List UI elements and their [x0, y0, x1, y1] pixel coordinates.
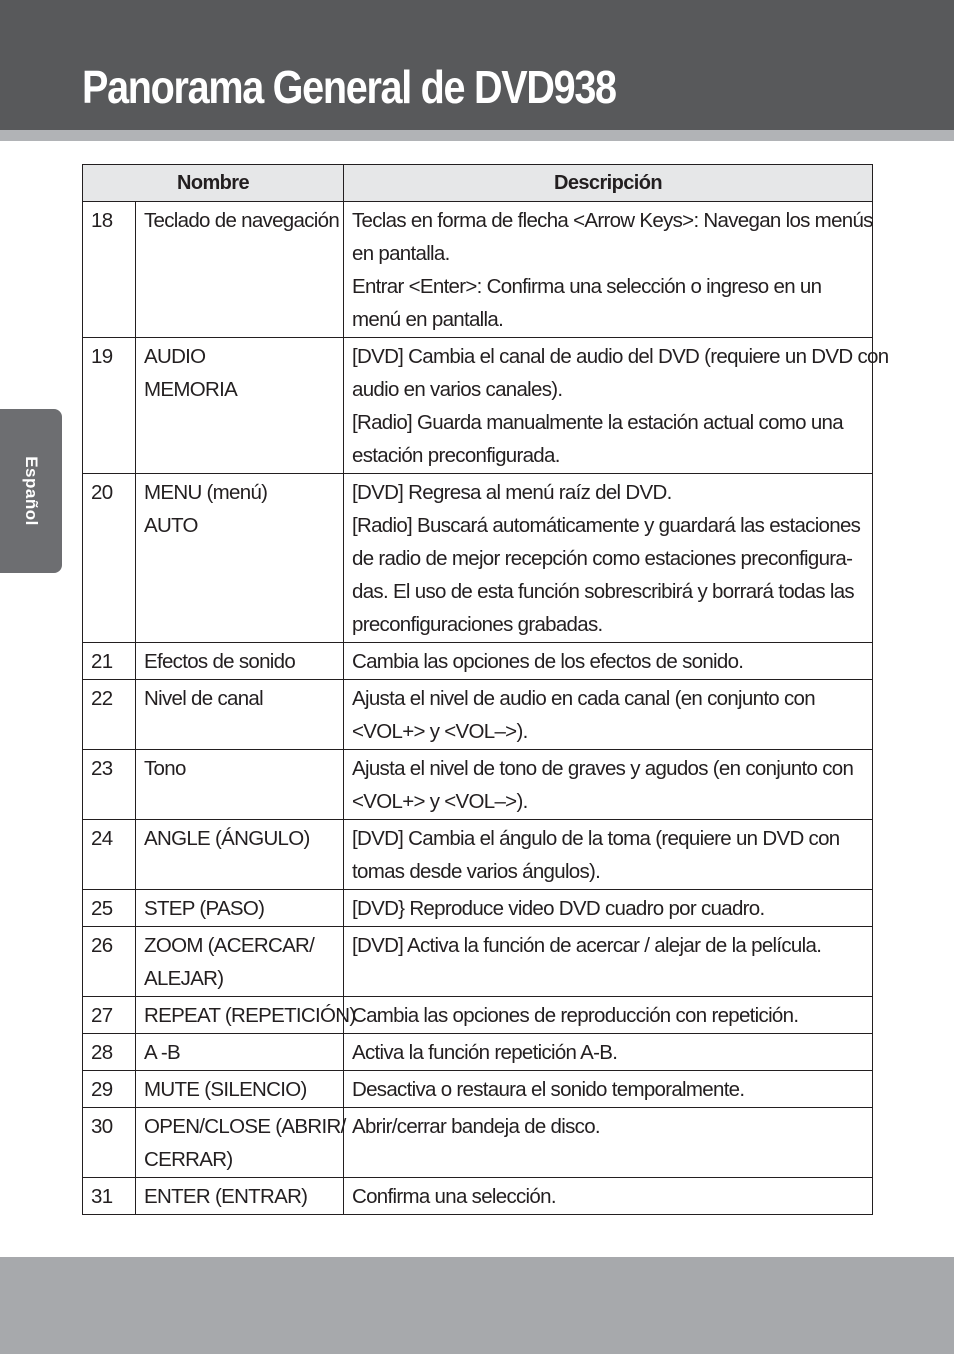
row-name-line: REPEAT (REPETICIÓN) [144, 1004, 356, 1027]
table-row [83, 1071, 873, 1108]
row-description-line: [DVD] Activa la función de acercar / alejar de la película. [352, 934, 822, 957]
row-name [136, 820, 344, 890]
table-row [83, 820, 873, 890]
row-name-line: ALEJAR) [144, 967, 224, 990]
table-row [83, 202, 873, 338]
row-description [344, 890, 873, 927]
row-description-line: [Radio] Guarda manualmente la estación actual como una [352, 411, 843, 434]
table-row [83, 997, 873, 1034]
row-name-line: MENU (menú) [144, 481, 268, 504]
row-description-line: menú en pantalla. [352, 308, 504, 331]
row-description [344, 1108, 873, 1178]
row-name-line: CERRAR) [144, 1148, 233, 1171]
table-body [83, 202, 889, 1215]
row-number: 25 [83, 890, 136, 927]
row-name-line: AUTO [144, 514, 198, 537]
row-description [344, 202, 873, 338]
row-number: 29 [83, 1071, 136, 1108]
row-description-line: <VOL+> y <VOL–>). [352, 790, 528, 813]
row-description-line: Activa la función repetición A-B. [352, 1041, 618, 1064]
row-number: 26 [83, 927, 136, 997]
row-name [136, 750, 344, 820]
row-name [136, 1108, 344, 1178]
row-description [344, 1071, 873, 1108]
row-name [136, 890, 344, 927]
row-name-line: Teclado de navegación [144, 209, 340, 232]
row-name-line: MEMORIA [144, 378, 238, 401]
row-name-line: ANGLE (ÁNGULO) [144, 827, 310, 850]
row-name [136, 338, 344, 474]
row-description-line: estación preconfigurada. [352, 444, 560, 467]
header-rule [0, 130, 954, 141]
row-description-line: [DVD] Cambia el canal de audio del DVD (requiere un DVD con [352, 345, 889, 368]
row-number: 24 [83, 820, 136, 890]
row-description [344, 1178, 873, 1215]
row-description-line: tomas desde varios ángulos). [352, 860, 601, 883]
row-description [344, 474, 873, 643]
header-name: Nombre [83, 165, 344, 202]
table-header-row [83, 165, 873, 202]
row-description-line: Abrir/cerrar bandeja de disco. [352, 1115, 600, 1138]
row-name-line: Nivel de canal [144, 687, 263, 710]
row-name [136, 643, 344, 680]
spec-table [82, 164, 889, 1215]
row-description [344, 1034, 873, 1071]
row-name-line: OPEN/CLOSE (ABRIR/ [144, 1115, 346, 1138]
row-number: 21 [83, 643, 136, 680]
row-description [344, 643, 873, 680]
table-row [83, 890, 873, 927]
table-row [83, 927, 873, 997]
table-row [83, 1108, 873, 1178]
row-description [344, 997, 873, 1034]
row-description-line: [DVD] Cambia el ángulo de la toma (requiere un DVD con [352, 827, 840, 850]
row-description [344, 680, 873, 750]
table-row [83, 474, 873, 643]
row-name-line: ENTER (ENTRAR) [144, 1185, 308, 1208]
row-number: 18 [83, 202, 136, 338]
row-description-line: <VOL+> y <VOL–>). [352, 720, 528, 743]
row-description-line: Ajusta el nivel de tono de graves y agudos (en conjunto con [352, 757, 854, 780]
row-name-line: A -B [144, 1041, 180, 1064]
table-row [83, 750, 873, 820]
row-number: 23 [83, 750, 136, 820]
row-description [344, 338, 889, 474]
row-name-line: ZOOM (ACERCAR/ [144, 934, 315, 957]
row-description-line: das. El uso de esta función sobrescribirá y borrará todas las [352, 580, 854, 603]
table-row [83, 680, 873, 750]
table-row [83, 338, 873, 474]
row-description-line: audio en varios canales). [352, 378, 563, 401]
row-description-line: de radio de mejor recepción como estaciones preconfigura- [352, 547, 853, 570]
row-name [136, 1178, 344, 1215]
row-name [136, 202, 344, 338]
row-number: 22 [83, 680, 136, 750]
row-number: 31 [83, 1178, 136, 1215]
row-name-line: Tono [144, 757, 186, 780]
row-description-line: [DVD] Regresa al menú raíz del DVD. [352, 481, 672, 504]
row-description-line: preconfiguraciones grabadas. [352, 613, 603, 636]
header-description: Descripción [344, 165, 873, 202]
table-row [83, 643, 873, 680]
row-description-line: Cambia las opciones de reproducción con repetición. [352, 1004, 799, 1027]
row-name-line: AUDIO [144, 345, 206, 368]
row-description-line: Ajusta el nivel de audio en cada canal (en conjunto con [352, 687, 815, 710]
row-description-line: en pantalla. [352, 242, 450, 265]
row-description-line: Confirma una selección. [352, 1185, 556, 1208]
page-title: Panorama General de DVD938 [82, 61, 616, 113]
row-description-line: Entrar <Enter>: Confirma una selección o ingreso en un [352, 275, 822, 298]
row-name-line: MUTE (SILENCIO) [144, 1078, 307, 1101]
footer-band [0, 1257, 954, 1354]
row-number: 19 [83, 338, 136, 474]
row-description [344, 820, 873, 890]
row-description-line: [Radio] Buscará automáticamente y guardará las estaciones [352, 514, 861, 537]
row-name [136, 997, 356, 1034]
row-name [136, 927, 344, 997]
row-name-line: STEP (PASO) [144, 897, 265, 920]
row-name [136, 680, 344, 750]
language-side-tab-label: Español [22, 456, 41, 526]
language-side-tab [0, 409, 62, 573]
row-description-line: Teclas en forma de flecha <Arrow Keys>: Navegan los menús [352, 209, 873, 232]
row-description-line: [DVD} Reproduce video DVD cuadro por cuadro. [352, 897, 765, 920]
row-description [344, 927, 873, 997]
row-name [136, 1034, 344, 1071]
table-row [83, 1034, 873, 1071]
row-description-line: Desactiva o restaura el sonido temporalmente. [352, 1078, 745, 1101]
row-number: 20 [83, 474, 136, 643]
row-name [136, 474, 344, 643]
row-number: 30 [83, 1108, 136, 1178]
row-number: 28 [83, 1034, 136, 1071]
row-number: 27 [83, 997, 136, 1034]
row-name-line: Efectos de sonido [144, 650, 296, 673]
row-name [136, 1071, 344, 1108]
table-row [83, 1178, 873, 1215]
row-description-line: Cambia las opciones de los efectos de sonido. [352, 650, 744, 673]
row-description [344, 750, 873, 820]
